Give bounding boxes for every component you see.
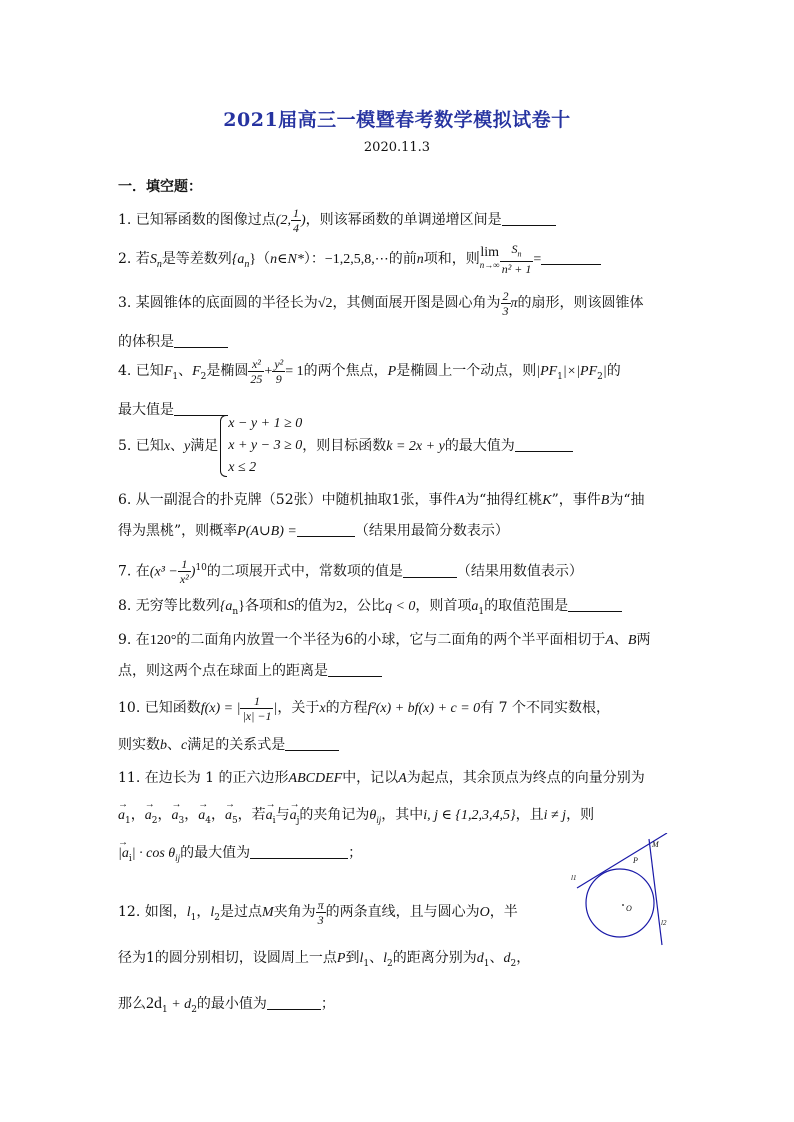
answer-blank[interactable]	[515, 437, 573, 452]
center-dot	[622, 904, 624, 906]
question-4: 4. 已知$F_1$、$F_2$是椭圆 $\frac{\text{x²}}{25}$ + $\frac{\text{y²}}{9}$ = 1的两个焦点，P是椭圆上一个动点，则$|PF_1|\times|PF_2|$的 最大值是	[118, 356, 621, 418]
line-l2	[649, 839, 662, 945]
label-l1: l1	[571, 874, 577, 882]
question-9: 9. 在120°的二面角内放置一个半径为6的小球，它与二面角的两个半平面相切于A、B两 点，则这两个点在球面上的距离是	[118, 632, 651, 679]
question-12: 12. 如图，$l_1$，$l_2$是过点M夹角为 $\frac{\pi}{3}$ 的两条直线，且与圆心为O，半 径为1的圆分别相切，设圆周上一点P到$l_1$、$l_2$的距离分别为$d_1$、$d_2$， 那么$2d_1 + d_2$的最小值为 ；	[118, 897, 531, 1015]
question-7: 7. 在(x³ − $\frac{1}{\text{x²}}$ )$^{10}$的二项展开式中，常数项的值是 （结果用数值表示）	[118, 557, 583, 587]
answer-blank[interactable]	[285, 736, 339, 751]
question-11: 11. 在边长为 1 的正六边形ABCDEF中，记以A为起点，其余顶点为终点的向量分别为 → $a_1$，→ $a_2$，→ $a_3$，→ $a_4$，→ $a_5$，若→ $a_i$与→ $a_j$的夹角记为$\theta_{ij}$，其中i, j ∈ {1,2,3,4,5}，且i ≠ j，则	[118, 760, 678, 839]
question-2: 2. 若$S_n$是等差数列$\{a_n\}(n\in N*)$：−1,2,5,8,⋯的前n项和，则 lim n→∞ $\frac{S_n}{\text{n² + 1}}$ =	[118, 242, 678, 280]
answer-blank[interactable]	[267, 995, 321, 1010]
question-1: 1. 已知幂函数的图像过点(2, $\frac{1}{4}$ )，则该幂函数的单调递增区间是	[118, 205, 678, 236]
question-11-cont: → $|a_i| \cdot \cos \theta_{ij}$的最大值为 ；	[118, 838, 558, 874]
question-8: 8. 无穷等比数列$\{a_n\}$各项和S的值为2，公比q < 0，则首项$a_1$的取值范围是	[118, 591, 678, 627]
answer-blank[interactable]	[174, 333, 228, 348]
geometry-figure	[565, 833, 675, 948]
answer-blank[interactable]	[568, 597, 622, 612]
label-o: O	[626, 904, 632, 913]
label-p: P	[633, 856, 638, 865]
label-m: M	[652, 840, 659, 849]
answer-blank[interactable]	[403, 563, 457, 578]
question-5: 5. 已知x、y满足 x − y + 1 ≥ 0 x + y − 3 ≥ 0 x ≤ 2 ，则目标函数k = 2x + y的最大值为	[118, 413, 678, 479]
answer-blank[interactable]	[297, 522, 355, 537]
exam-date: 2020.11.3	[363, 140, 431, 155]
answer-blank[interactable]	[328, 662, 382, 677]
section-heading: 一．填空题：	[118, 179, 202, 195]
circle-o	[586, 869, 654, 937]
answer-blank[interactable]	[502, 211, 556, 226]
label-l2: l2	[661, 919, 667, 927]
question-3: 3. 某圆锥体的底面圆的半径长为√2，其侧面展开图是圆心角为 $\frac{2}{3}$ π的扇形，则该圆锥体 的体积是	[118, 288, 644, 350]
answer-blank[interactable]	[541, 250, 601, 265]
question-10: 10. 已知函数f(x) = | $\frac{1}{|x| -1}$ |，关于x的方程f²(x) + bf(x) + c = 0有 7 个不同实数根， 则实数b、c满足的关系式是	[118, 693, 610, 753]
question-6: 6. 从一副混合的扑克牌（52张）中随机抽取1张，事件A为“抽得红桃K”，事件B为“抽 得为黑桃”，则概率P(A∪B) = （结果用最简分数表示）	[118, 492, 645, 539]
answer-blank[interactable]	[250, 844, 348, 859]
page-title: 2021届高三一模暨春考数学模拟试卷十	[223, 109, 571, 131]
